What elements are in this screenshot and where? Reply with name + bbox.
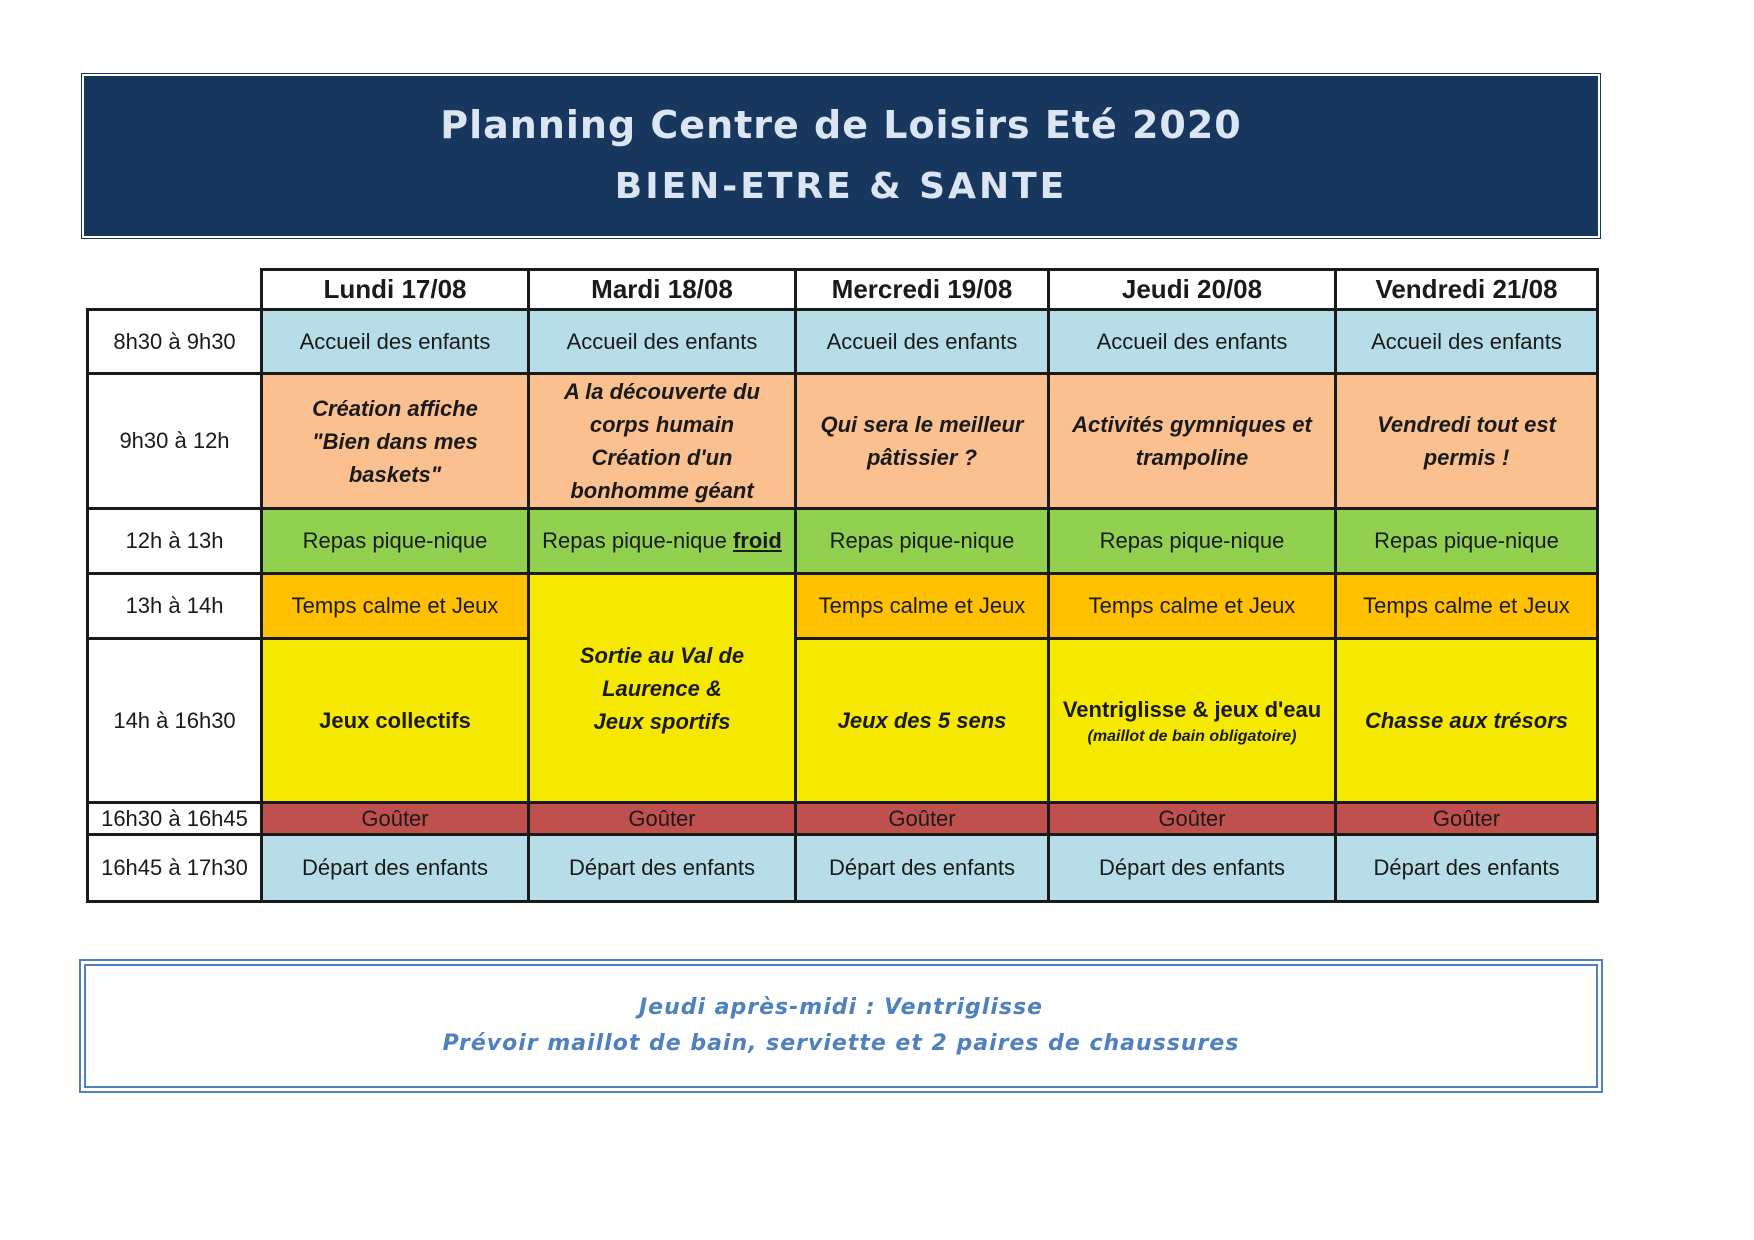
row-calm [88, 574, 1598, 639]
afternoon-activity-vendredi: Chasse aux trésors [1336, 639, 1598, 803]
afternoon-activity-mercredi: Jeux des 5 sens [796, 639, 1049, 803]
gouter-cell: Goûter [1336, 803, 1598, 835]
afternoon-activity-jeudi [1049, 639, 1336, 803]
row-afternoon [88, 639, 1598, 803]
time-cell: 14h à 16h30 [88, 639, 262, 803]
activity-line: corps humain [589, 412, 735, 437]
activity-line: bonhomme géant [570, 478, 754, 503]
time-cell: 12h à 13h [88, 509, 262, 574]
time-cell: 16h30 à 16h45 [88, 803, 262, 835]
activity-line: Qui sera le meilleur [820, 412, 1024, 437]
activity-line: A la découverte du [563, 379, 760, 404]
row-gouter [88, 803, 1598, 835]
day-header-row [88, 270, 1598, 310]
lunch-cell: Repas pique-nique [1336, 509, 1598, 574]
lunch-cell: Repas pique-nique [796, 509, 1049, 574]
depart-cell: Départ des enfants [529, 835, 796, 902]
lunch-text: Repas pique-nique [542, 528, 727, 553]
morning-activity-mercredi [796, 374, 1049, 509]
row-accueil [88, 310, 1598, 374]
calm-cell: Temps calme et Jeux [1049, 574, 1336, 639]
title-line-1: Planning Centre de Loisirs Eté 2020 [440, 103, 1242, 147]
morning-activity-jeudi [1049, 374, 1336, 509]
time-cell: 9h30 à 12h [88, 374, 262, 509]
activity-line: trampoline [1135, 445, 1249, 470]
activity-line: Sortie au Val de [579, 642, 745, 668]
lunch-cell: Repas pique-nique [262, 509, 529, 574]
activity-line: Laurence & [602, 675, 722, 701]
calm-cell: Temps calme et Jeux [262, 574, 529, 639]
depart-cell: Départ des enfants [1336, 835, 1598, 902]
row-depart [88, 835, 1598, 902]
note-line-1: Jeudi après-midi : Ventriglisse [638, 995, 1044, 1020]
depart-cell: Départ des enfants [262, 835, 529, 902]
accueil-cell: Accueil des enfants [796, 310, 1049, 374]
activity-line: pâtissier ? [866, 445, 978, 470]
day-header-jeudi: Jeudi 20/08 [1049, 270, 1336, 310]
activity-line: Création d'un [591, 445, 733, 470]
planning-table [86, 268, 1599, 903]
time-cell: 13h à 14h [88, 574, 262, 639]
morning-activity-mardi [529, 374, 796, 509]
info-note-box [84, 964, 1598, 1088]
calm-cell: Temps calme et Jeux [1336, 574, 1598, 639]
activity-line: "Bien dans mes [312, 428, 478, 454]
accueil-cell: Accueil des enfants [1336, 310, 1598, 374]
day-header-lundi: Lundi 17/08 [262, 270, 529, 310]
row-lunch [88, 509, 1598, 574]
time-cell: 16h45 à 17h30 [88, 835, 262, 902]
title-banner [84, 76, 1598, 236]
accueil-cell: Accueil des enfants [262, 310, 529, 374]
gouter-cell: Goûter [1049, 803, 1336, 835]
day-header-vendredi: Vendredi 21/08 [1336, 270, 1598, 310]
title-line-2: BIEN-ETRE & SANTE [614, 166, 1068, 207]
activity-line: Création affiche [312, 395, 478, 421]
afternoon-activity-lundi: Jeux collectifs [262, 639, 529, 803]
gouter-cell: Goûter [796, 803, 1049, 835]
lunch-cell: Repas pique-nique [1049, 509, 1336, 574]
activity-line: Activités gymniques et [1072, 412, 1312, 437]
time-cell: 8h30 à 9h30 [88, 310, 262, 374]
lunch-cell-mardi [529, 509, 796, 574]
depart-cell: Départ des enfants [1049, 835, 1336, 902]
morning-activity-vendredi [1336, 374, 1598, 509]
morning-activity-lundi [262, 374, 529, 509]
day-header-mercredi: Mercredi 19/08 [796, 270, 1049, 310]
activity-line: Vendredi tout est [1377, 412, 1556, 437]
accueil-cell: Accueil des enfants [1049, 310, 1336, 374]
gouter-cell: Goûter [529, 803, 796, 835]
activity-line: baskets" [348, 461, 442, 487]
activity-note: (maillot de bain obligatoire) [1087, 728, 1297, 745]
accueil-cell: Accueil des enfants [529, 310, 796, 374]
depart-cell: Départ des enfants [796, 835, 1049, 902]
gouter-cell: Goûter [262, 803, 529, 835]
empty-corner-cell [88, 270, 262, 310]
activity-line: Ventriglisse & jeux d'eau [1062, 697, 1322, 722]
activity-line: Jeux sportifs [593, 708, 731, 734]
afternoon-activity-mardi [529, 574, 796, 803]
note-line-2: Prévoir maillot de bain, serviette et 2 paires de chaussures [442, 1031, 1240, 1056]
calm-cell: Temps calme et Jeux [796, 574, 1049, 639]
activity-line: permis ! [1423, 445, 1510, 470]
day-header-mardi: Mardi 18/08 [529, 270, 796, 310]
row-morning [88, 374, 1598, 509]
lunch-emphasis: froid [732, 528, 782, 553]
